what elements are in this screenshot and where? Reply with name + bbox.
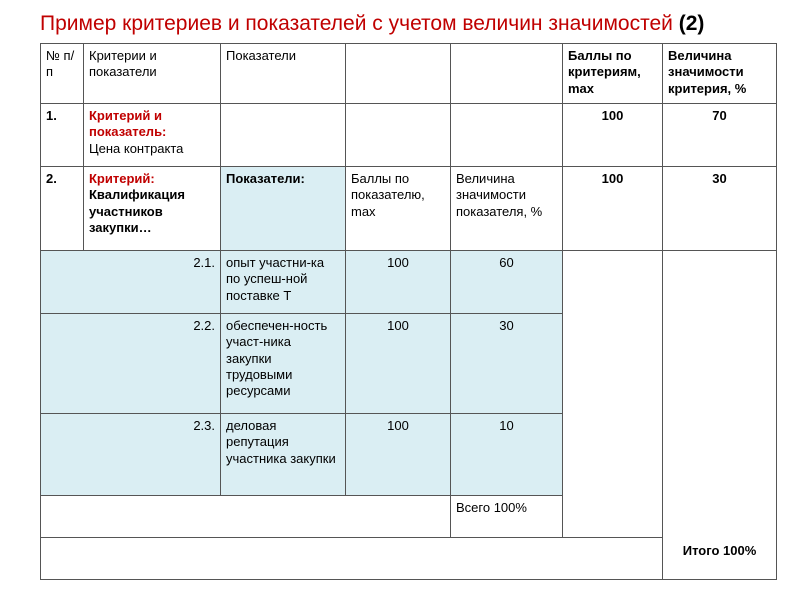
subrow-weight: 10	[451, 414, 563, 496]
subrow-num: 2.2.	[41, 314, 221, 414]
row1-empty-1	[221, 104, 346, 167]
slide-title	[40, 12, 780, 36]
grand-total: Итого 100%	[682, 542, 757, 558]
row1-criterion-name: Цена контракта	[89, 140, 184, 156]
subrow-name: деловая репутация участника закупки	[221, 414, 346, 496]
header-row	[41, 44, 777, 104]
row1-empty-3	[451, 104, 563, 167]
subrow-score: 100	[346, 251, 451, 314]
row2-score: 100	[563, 167, 663, 251]
header-indicators: Показатели	[221, 44, 346, 104]
subrow-name: опыт участни-ка по успеш-ной поставке Т	[221, 251, 346, 314]
grand-total-cell	[663, 251, 777, 580]
row2-weight: 30	[663, 167, 777, 251]
header-criteria: Критерии и показатели	[84, 44, 221, 104]
sub-total: Всего 100%	[451, 496, 563, 538]
header-score-max: Баллы по критериям, max	[563, 44, 663, 104]
header-weight: Величина значимости критерия, %	[663, 44, 777, 104]
row1-score: 100	[563, 104, 663, 167]
criteria-table	[40, 43, 777, 580]
table-row-1	[41, 104, 777, 167]
row2-criterion-name: Квалификация участников закупки…	[89, 187, 185, 235]
subrow-2-1	[41, 251, 777, 314]
subrow-score: 100	[346, 314, 451, 414]
header-num: № п/п	[41, 44, 84, 104]
row2-sub-score-header: Баллы по показателю, max	[346, 167, 451, 251]
row1-empty-2	[346, 104, 451, 167]
row1-num: 1.	[41, 104, 84, 167]
header-empty-1	[346, 44, 451, 104]
row1-criterion	[84, 104, 221, 167]
final-empty	[41, 538, 663, 580]
subrow-num: 2.3.	[41, 414, 221, 496]
subrow-weight: 60	[451, 251, 563, 314]
subrow-num: 2.1.	[41, 251, 221, 314]
row1-criterion-label: Критерий и показатель:	[89, 108, 167, 140]
subrow-score: 100	[346, 414, 451, 496]
slide-title-text: Пример критериев и показателей с учетом величин значимостей	[40, 12, 673, 35]
table-row-2	[41, 167, 777, 251]
subrow-name: обеспечен-ность участ-ника закупки трудовыми ресурсами	[221, 314, 346, 414]
row2-num: 2.	[41, 167, 84, 251]
row2-criterion-label: Критерий:	[89, 171, 155, 186]
subtotal-empty	[41, 496, 451, 538]
slide-title-number: (2)	[678, 12, 705, 35]
merged-empty-score	[563, 251, 663, 538]
row2-criterion	[84, 167, 221, 251]
header-empty-2	[451, 44, 563, 104]
subrow-weight: 30	[451, 314, 563, 414]
row2-sub-weight-header: Величина значимости показателя, %	[451, 167, 563, 251]
row2-indicators-label: Показатели:	[221, 167, 346, 251]
row1-weight: 70	[663, 104, 777, 167]
